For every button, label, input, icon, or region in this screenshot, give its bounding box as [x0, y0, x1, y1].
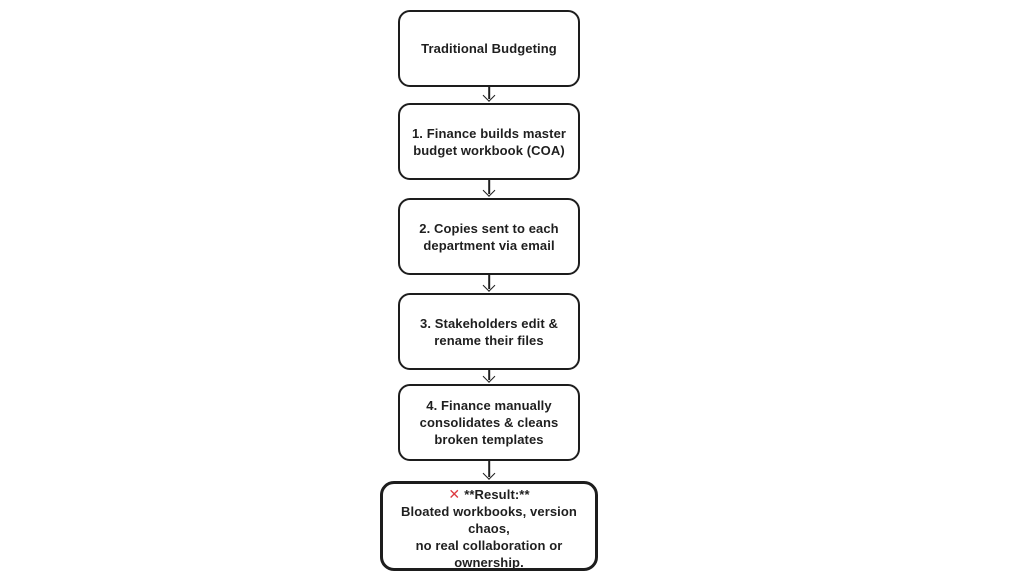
arrow-down-icon: [479, 461, 499, 481]
result-text-line: ownership.: [454, 555, 524, 570]
arrow-down-icon: [479, 180, 499, 198]
node-label: consolidates & cleans: [419, 415, 559, 430]
result-text-line: chaos,: [468, 521, 510, 536]
arrow-down-icon: [479, 370, 499, 384]
node-label: Traditional Budgeting: [421, 41, 557, 56]
result-text-line: Bloated workbooks, version: [401, 504, 577, 519]
flow-node-step-3: [398, 293, 580, 370]
arrow-down-icon: [479, 87, 499, 103]
result-heading: **Result:**: [464, 487, 530, 502]
flow-node-step-1: [398, 103, 580, 180]
result-heading-line: [448, 486, 529, 503]
flow-node-title: [398, 10, 580, 87]
arrow-down-icon: [479, 275, 499, 293]
red-x-icon: ✕: [448, 486, 461, 502]
node-label: 3. Stakeholders edit &: [419, 315, 559, 331]
flowchart-column: [380, 10, 598, 571]
node-label: 2. Copies sent to each: [419, 220, 559, 236]
node-label: 1. Finance builds master: [411, 125, 567, 141]
node-label: department via email: [423, 237, 555, 253]
flow-node-step-4: [398, 384, 580, 461]
node-label: broken templates: [434, 432, 544, 447]
flow-node-step-2: [398, 198, 580, 275]
node-label: rename their files: [434, 332, 544, 348]
node-label: budget workbook (COA): [413, 142, 565, 158]
flow-node-result: [380, 481, 598, 571]
node-label: 4. Finance manually: [426, 398, 552, 413]
result-text-line: no real collaboration or: [415, 538, 563, 553]
